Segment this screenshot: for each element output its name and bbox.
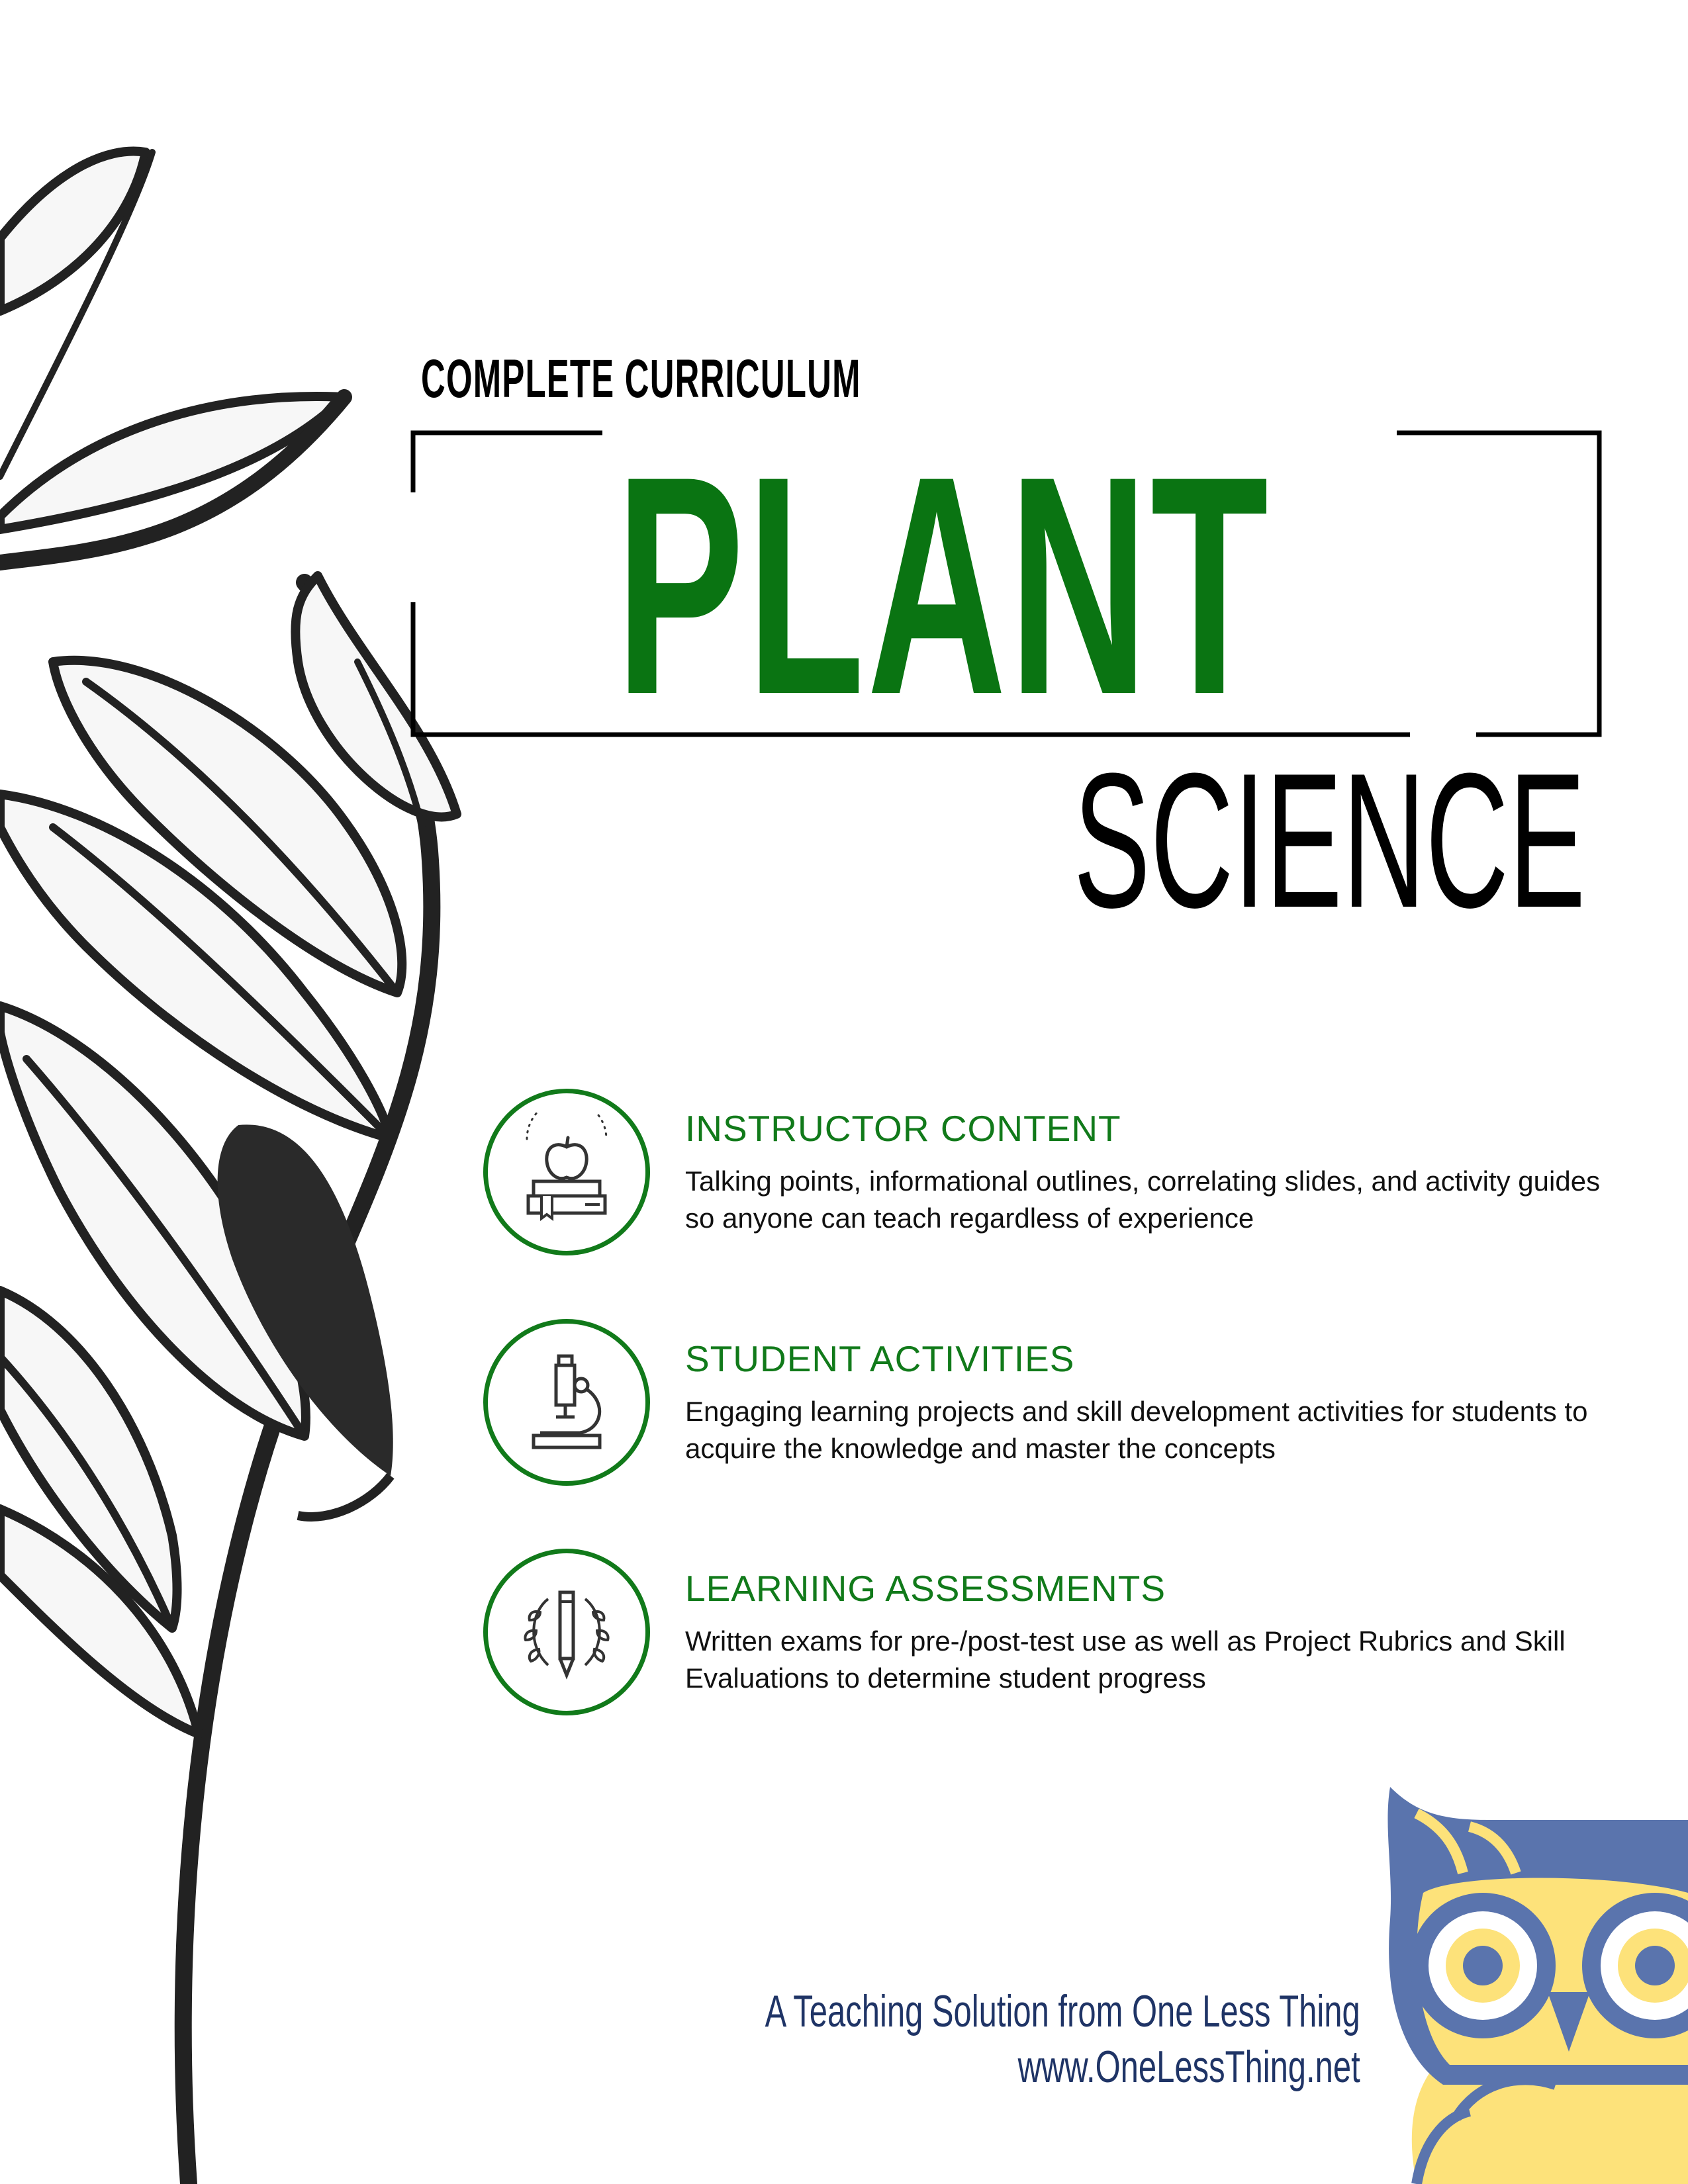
feature-instructor-content bbox=[483, 1089, 1609, 1267]
feature-heading: INSTRUCTOR CONTENT bbox=[685, 1108, 1121, 1149]
icon-badge bbox=[483, 1089, 650, 1255]
feature-description: Written exams for pre-/post-test use as well as Project Rubrics and Skill Evaluations to determine student progress bbox=[685, 1625, 1566, 1694]
apple-books-icon bbox=[507, 1113, 626, 1232]
footer-website-link[interactable]: www.OneLessThing.net bbox=[1017, 2042, 1360, 2092]
feature-heading: LEARNING ASSESSMENTS bbox=[685, 1568, 1166, 1609]
page-title: PLANT bbox=[616, 412, 1271, 759]
feature-student-activities bbox=[483, 1319, 1609, 1498]
icon-badge bbox=[483, 1549, 650, 1715]
icon-badge bbox=[483, 1319, 650, 1486]
feature-description: Talking points, informational outlines, correlating slides, and activity guides so anyone can teach regardless of experience bbox=[685, 1165, 1601, 1234]
footer-tagline: A Teaching Solution from One Less Thing bbox=[765, 1986, 1360, 2036]
footer bbox=[534, 1985, 1360, 2093]
owl-logo bbox=[1377, 1774, 1688, 2184]
microscope-icon bbox=[507, 1343, 626, 1462]
pencil-laurel-icon bbox=[507, 1572, 626, 1692]
feature-learning-assessments bbox=[483, 1549, 1609, 1727]
plant-illustration bbox=[0, 0, 503, 2184]
kicker-text: COMPLETE CURRICULUM bbox=[421, 349, 861, 409]
feature-description: Engaging learning projects and skill development activities for students to acquire the knowledge and master the concepts bbox=[685, 1396, 1588, 1464]
page-subtitle: SCIENCE bbox=[1073, 733, 1585, 948]
feature-heading: STUDENT ACTIVITIES bbox=[685, 1338, 1075, 1379]
